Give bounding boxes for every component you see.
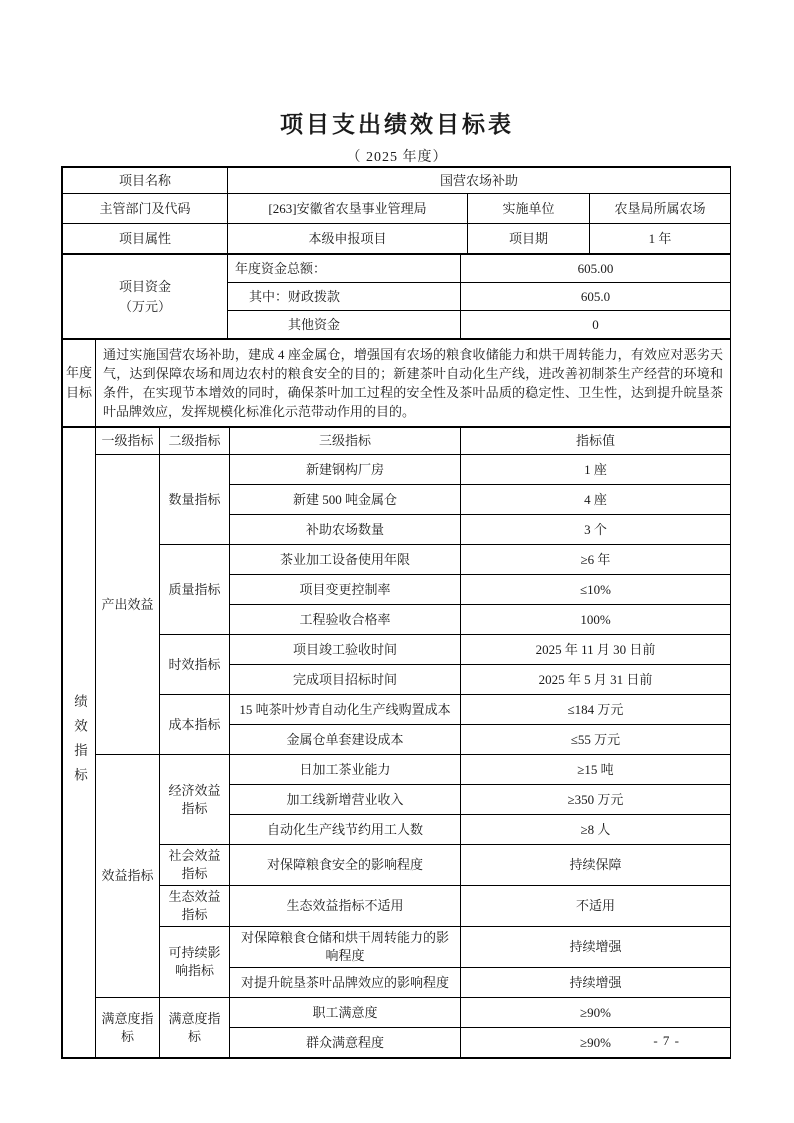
level1-output-benefit: 产出效益: [96, 455, 160, 755]
department-label: 主管部门及代码: [63, 194, 228, 224]
indicators-tbody: [63, 428, 731, 1058]
indicator-row: [63, 755, 731, 785]
department-row: [63, 194, 731, 224]
project-funds-label-line1: 项目资金: [118, 278, 171, 294]
level2-cost: 成本指标: [160, 695, 230, 755]
indicator-name-cell: 15 吨茶叶炒青自动化生产线购置成本: [230, 695, 461, 725]
indicator-name-cell: 对保障粮食仓储和烘干周转能力的影响程度: [230, 927, 461, 968]
indicator-name-cell: 工程验收合格率: [230, 605, 461, 635]
funds-total-row: [63, 255, 731, 283]
level2-timeliness: 时效指标: [160, 635, 230, 695]
funds-total-label: 年度资金总额：: [228, 255, 461, 283]
project-attribute-value: 本级申报项目: [228, 224, 468, 254]
department-value: [263]安徽省农垦事业管理局: [228, 194, 468, 224]
page-title: 项目支出绩效目标表: [280, 112, 514, 137]
indicator-value-cell: 100%: [461, 605, 731, 635]
indicator-row: [63, 886, 731, 927]
indicator-name-cell: 新建 500 吨金属仓: [230, 485, 461, 515]
indicator-row: [63, 545, 731, 575]
indicator-name-cell: 自动化生产线节约用工人数: [230, 815, 461, 845]
level2-social: 社会效益指标: [160, 845, 230, 886]
project-attribute-row: [63, 224, 731, 254]
level2-economic: 经济效益指标: [160, 755, 230, 845]
indicator-value-cell: 持续保障: [461, 845, 731, 886]
project-funds-label-line2: （万元）: [118, 298, 171, 314]
implementing-unit-value: 农垦局所属农场: [590, 194, 731, 224]
indicator-row: [63, 635, 731, 665]
indicator-name-cell: 日加工茶业能力: [230, 755, 461, 785]
indicator-name-cell: 加工线新增营业收入: [230, 785, 461, 815]
performance-indicators-side-label: 绩效指标: [63, 428, 96, 1058]
indicator-row: [63, 455, 731, 485]
indicator-name-cell: 对提升皖垦茶叶品牌效应的影响程度: [230, 968, 461, 998]
indicator-name-cell: 群众满意程度: [230, 1028, 461, 1058]
level1-benefit: 效益指标: [96, 755, 160, 998]
indicator-value-cell: ≤184 万元: [461, 695, 731, 725]
level2-ecological: 生态效益指标: [160, 886, 230, 927]
annual-goal-table: [62, 339, 731, 427]
indicator-name-cell: 项目变更控制率: [230, 575, 461, 605]
project-funds-label: [63, 255, 228, 339]
performance-target-table: [61, 166, 731, 1059]
indicator-name-cell: 生态效益指标不适用: [230, 886, 461, 927]
indicator-value-cell: 2025 年 11 月 30 日前: [461, 635, 731, 665]
indicator-name-cell: 新建钢构厂房: [230, 455, 461, 485]
year-subtitle: （ 2025 年度）: [346, 150, 448, 165]
indicators-header-4: 指标值: [461, 428, 731, 455]
indicator-row: [63, 927, 731, 968]
indicators-header-1: 一级指标: [96, 428, 160, 455]
annual-goal-text: 通过实施国营农场补助，建成 4 座金属仓，增强国有农场的粮食收储能力和烘干周转能力，有效应对恶劣天气，达到保障农场和周边农村的粮食安全的目的；新建茶叶自动化生产线，进改善初制茶生产经营的环境和条件，在实现节本增效的同时，确保茶叶加工过程的安全性及茶叶品质的稳定性、卫生性，达到提升皖垦茶叶品牌效应，发挥规模化标准化示范带动作用的目的。: [96, 340, 731, 427]
indicator-name-cell: 职工满意度: [230, 998, 461, 1028]
page-number: - 7 -: [653, 1033, 680, 1048]
indicator-name-cell: 补助农场数量: [230, 515, 461, 545]
indicator-value-cell: ≥90%: [461, 998, 731, 1028]
level2-quantity: 数量指标: [160, 455, 230, 545]
indicator-value-cell: 持续增强: [461, 927, 731, 968]
indicator-value-cell: 持续增强: [461, 968, 731, 998]
indicator-name-cell: 金属仓单套建设成本: [230, 725, 461, 755]
project-info-table: [62, 167, 731, 254]
indicator-value-cell: ≤10%: [461, 575, 731, 605]
indicator-value-cell: 不适用: [461, 886, 731, 927]
annual-goal-label: 年度目标: [63, 340, 96, 427]
indicator-value-cell: 2025 年 5 月 31 日前: [461, 665, 731, 695]
project-name-row: [63, 168, 731, 194]
funds-total-value: 605.00: [461, 255, 731, 283]
indicator-name-cell: 对保障粮食安全的影响程度: [230, 845, 461, 886]
indicator-name-cell: 项目竣工验收时间: [230, 635, 461, 665]
indicator-value-cell: ≥350 万元: [461, 785, 731, 815]
indicator-name-cell: 完成项目招标时间: [230, 665, 461, 695]
indicator-value-cell: ≥15 吨: [461, 755, 731, 785]
indicators-header-2: 二级指标: [160, 428, 230, 455]
indicator-row: [63, 695, 731, 725]
indicator-row: [63, 998, 731, 1028]
project-attribute-label: 项目属性: [63, 224, 228, 254]
project-name-value: 国营农场补助: [228, 168, 731, 194]
indicators-header-3: 三级指标: [230, 428, 461, 455]
indicators-table: [62, 427, 731, 1058]
indicator-value-cell: ≥6 年: [461, 545, 731, 575]
annual-goal-row: [63, 340, 731, 427]
funds-fiscal-value: 605.0: [461, 283, 731, 311]
level2-sustainable: 可持续影响指标: [160, 927, 230, 998]
level1-satisfaction: 满意度指标: [96, 998, 160, 1058]
project-funds-table: [62, 254, 731, 339]
funds-fiscal-label: 其中：财政拨款: [228, 283, 461, 311]
indicator-value-cell: ≥90%: [461, 1028, 731, 1058]
indicator-name-cell: 茶业加工设备使用年限: [230, 545, 461, 575]
indicator-value-cell: 3 个: [461, 515, 731, 545]
level2-quality: 质量指标: [160, 545, 230, 635]
project-period-label: 项目期: [468, 224, 590, 254]
indicator-row: [63, 845, 731, 886]
project-period-value: 1 年: [590, 224, 731, 254]
indicator-value-cell: 1 座: [461, 455, 731, 485]
indicator-value-cell: ≤55 万元: [461, 725, 731, 755]
funds-other-value: 0: [461, 311, 731, 339]
funds-other-label: 其他资金: [228, 311, 461, 339]
level2-satisfaction-sub: 满意度指标: [160, 998, 230, 1058]
indicator-value-cell: 4 座: [461, 485, 731, 515]
indicators-header-row: [63, 428, 731, 455]
project-name-label: 项目名称: [63, 168, 228, 194]
indicator-value-cell: ≥8 人: [461, 815, 731, 845]
implementing-unit-label: 实施单位: [468, 194, 590, 224]
